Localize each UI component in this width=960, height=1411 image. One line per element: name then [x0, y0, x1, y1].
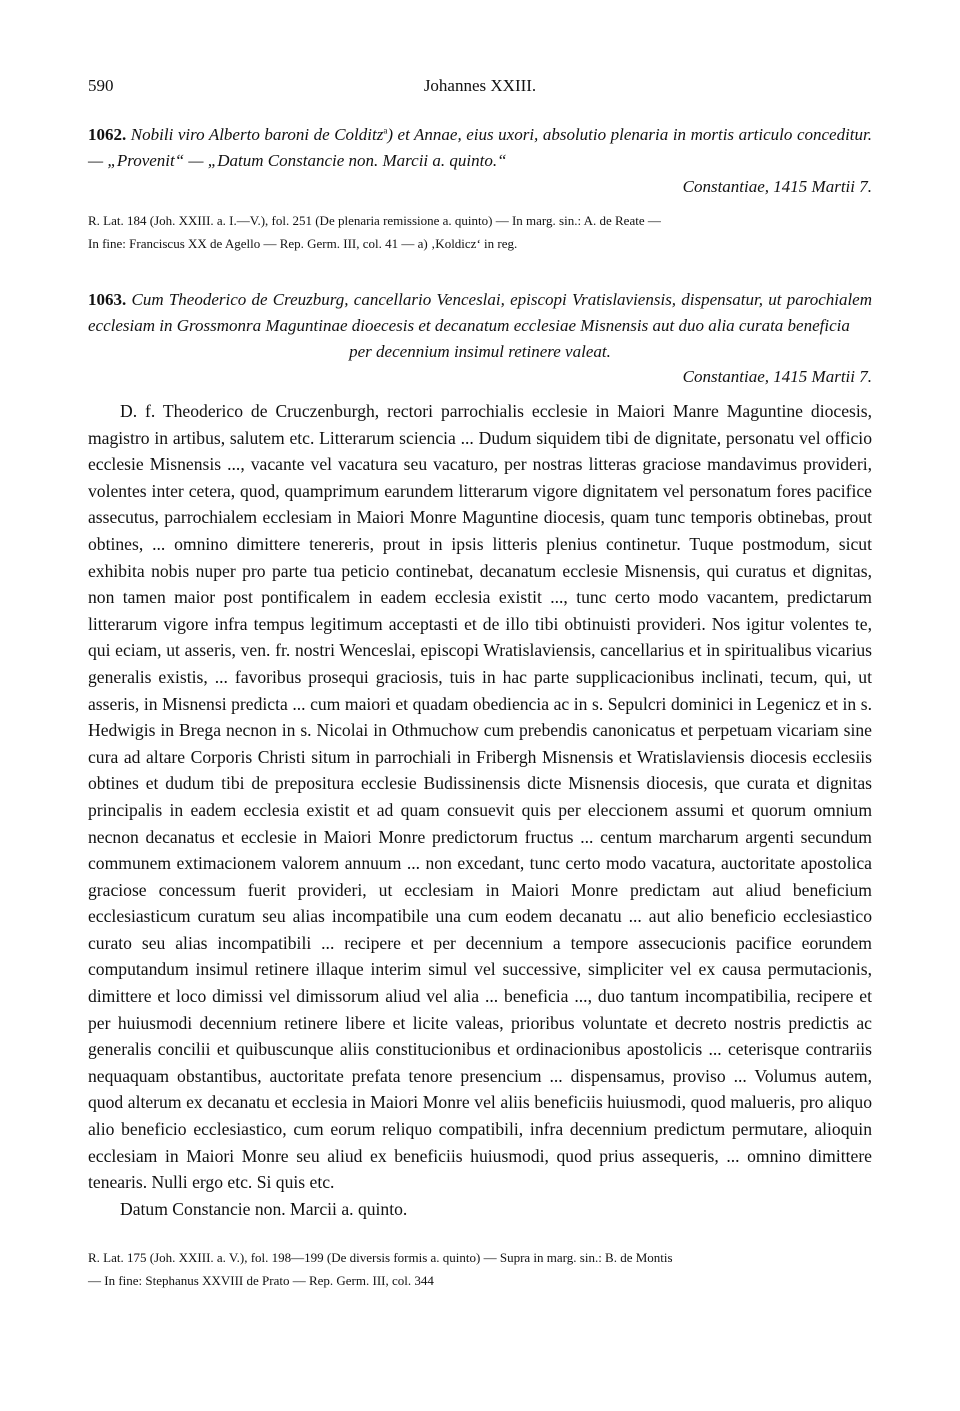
- entry-1062-date: Constantiae, 1415 Martii 7.: [682, 177, 872, 196]
- running-title: Johannes XXIII.: [423, 76, 537, 95]
- regest-text-end: per decennium insimul retinere valeat.: [349, 342, 611, 361]
- regest-text: Cum Theoderico de Creuzburg, cancellario Venceslai, episcopi Vratislaviensis, dispensatur, ut parochialem ecclesiam in Grossmonra Maguntinae dioecesis et decanatum ecclesiae Misnensis aut duo alia curata beneficia: [88, 290, 873, 335]
- source-line: R. Lat. 175 (Joh. XXIII. a. V.), fol. 198—199 (De diversis formis a. quinto) — Supra in marg. sin.: B. de Montis: [88, 1250, 673, 1265]
- entry-1062-regest: [88, 122, 872, 174]
- source-line: — In fine: Stephanus XXVIII de Prato — Rep. Germ. III, col. 344: [88, 1273, 434, 1288]
- closing-formula: Datum Constancie non. Marcii a. quinto.: [120, 1198, 408, 1219]
- entry-number: 1062.: [88, 125, 127, 144]
- entry-number: 1063.: [88, 290, 127, 309]
- document-text: D. f. Theoderico de Cruczenburgh, rectori parrochialis ecclesie in Maiori Manre Maguntine diocesis, magistro in artibus, salutem etc. Litterarum sciencia ... Dudum siquidem tibi de dignitate, personatu vel officio ecclesie Misnensis ..., vacante vel vacatura seu vacaturo, per nostras litteras graciose mandavimus provideri, volentes inter cetera, quod, quamprimum earundem litterarum vigore dignitatem vel personatum fores pacifice assecutus, parrochialem ecclesiam in Maiori Monre Maguntine diocesis, quam tunc temporis obtinebas, prout obtines, ... omnino dimittere tenereris, prout in ipsis litteris plenius continetur. Tuque postmodum, sicut exhibita nobis nuper pro parte tua peticio continebat, decanatum ecclesie Misnensis, qui curatus et dignitas, non tamen maior post pontificalem in eadem ecclesia existit ..., tunc certo modo vacantem, predictarum litterarum vigore infra tempus legitimum acceptasti et de illo tibi obtinuisti provideri. Nos igitur volentes te, qui eciam, ut asseris, ven. fr. nostri Wenceslai, episcopi Wratislaviensis, cancellarius et in spiritualibus vicarius generalis existis, ... favoribus prosequi graciosis, tuis in hac parte supplicacionibus inclinati, tecum, qui, ut asseris, in Misnensi predicta ... cum maiori et quadam obediencia ac in s. Sepulcri dominici in Legenicz et in s. Hedwigis in Brega necnon in s. Nicolai in Othmuchow cum prebendis canonicatus et perpetuam vicariam sine cura ad altare Corporis Christi situm in parrochiali in Fribergh Misnensis et Wratislaviensis diocesis ecclesiis obtines et dudum tibi de prepositura ecclesie Budissinensis dicte Misnensis diocesis, que curata et dignitas principalis in eadem ecclesia existit et ad quam consuevit quis per eleccionem assumi et quorum omnium necnon decanatus et ecclesie in Maiori Monre predictorum fructus ... centum marcharum argenti secundum communem extimacionem valorem annuum ... non excedant, tunc certo modo vacatura, auctoritate apostolica graciose concessum fuerit provideri, ut ecclesiam in Maiori Monre predictam aut aliud beneficium ecclesiasticum curatum seu alias incompatibile una cum eodem decanatu ... aut alio beneficio ecclesiastico curato seu alias incompatibili ... recipere et per decennium a tempore assecucionis pacifice eorundem computandum insimul retinere illaque interim simul vel successive, simpliciter vel ex causa permutacionis, dimittere et loco dimissi vel dimissorum aliud vel alia ... beneficia ..., duo tantum incompatibilia, recipere et per huiusmodi decennium retinere libere et licite valeas, prioribus voluntate et decreto nostris predictis ac generalis concilii et quibuscunque aliis constitucionibus et ordinacionibus apostolicis ... ceterisque contrariis nequaquam obstantibus, auctoritate prefata tenore presencium ... dispensamus, proviso ... Volumus autem, quod alterum ex decanatu et ecclesia in Maiori Monre vel aliis beneficiis huiusmodi, quod malueris, pro aliquo alio beneficio ecclesiastico, cum eorum reliquo compatibili, infra decennium predictum permutare, alioquin ecclesiam in Maiori Monre seu aliud ex beneficiis huiusmodi, quod prius assequeris, ... omnino dimittere tenearis. Nulli ergo etc. Si quis etc.: [88, 401, 872, 1193]
- regest-text: Nobili viro Alberto baroni de Colditz: [130, 125, 384, 144]
- page-header: [88, 76, 872, 102]
- page-number: 590: [88, 76, 114, 95]
- source-line: In fine: Franciscus XX de Agello — Rep. Germ. III, col. 41 — a) ‚Koldicz‘ in reg.: [88, 236, 518, 251]
- entry-1063-body: [88, 398, 872, 1222]
- source-line: R. Lat. 184 (Joh. XXIII. a. I.—V.), fol. 251 (De plenaria remissione a. quinto) — In marg. sin.: A. de Reate —: [88, 213, 661, 228]
- entry-1062-source: [88, 209, 872, 255]
- regest-text-rest: ) et Annae, eius uxori, absolutio plenaria in mortis articulo conceditur. — „Provenit“ — „Datum Constancie non. Marcii a. quinto.“: [88, 125, 873, 170]
- footnote-marker: a: [383, 125, 388, 136]
- entry-1063-date: Constantiae, 1415 Martii 7.: [682, 367, 872, 386]
- entry-1063-regest: [88, 287, 872, 365]
- entry-1063-source: [88, 1246, 872, 1292]
